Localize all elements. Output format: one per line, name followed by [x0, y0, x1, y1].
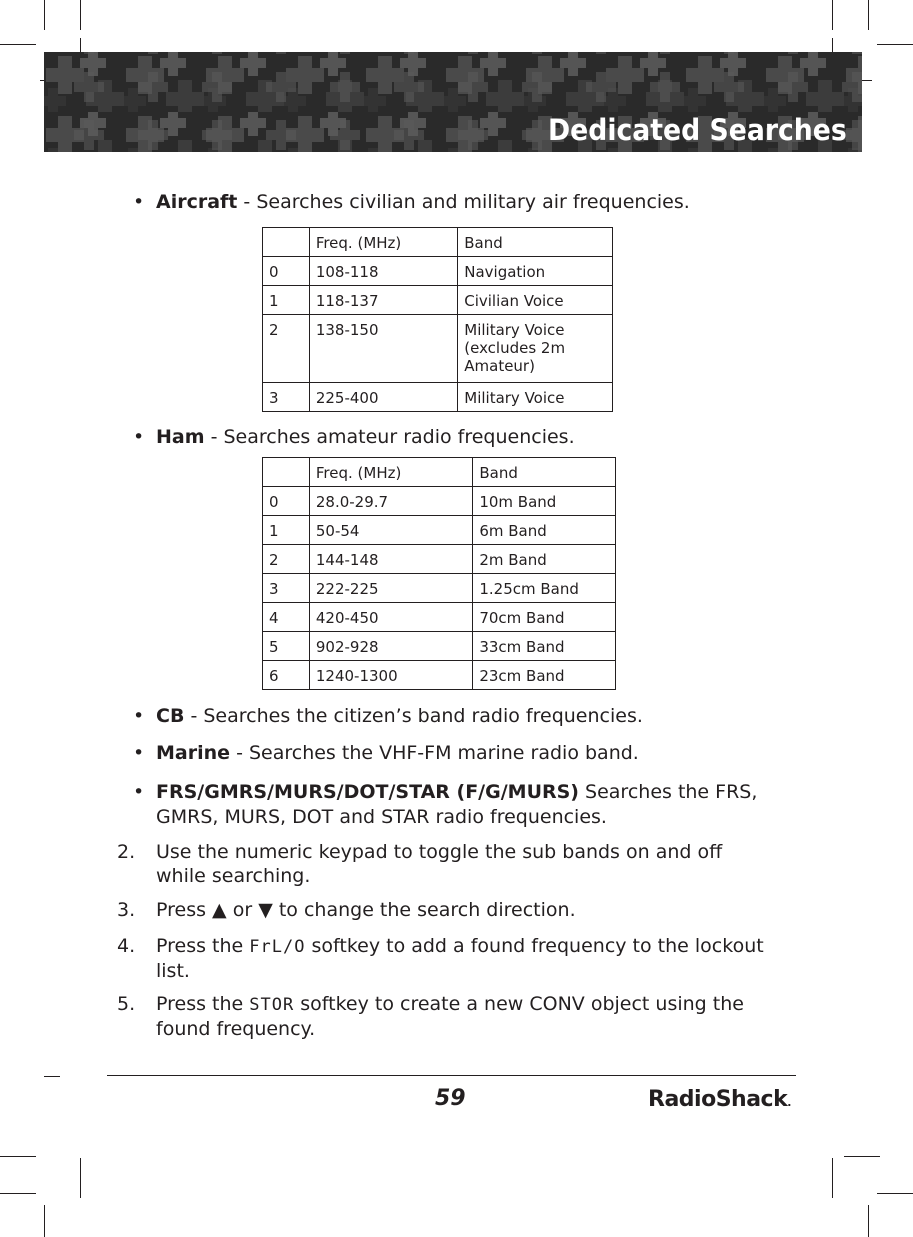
table-cell: 902-928	[309, 632, 472, 661]
table-cell	[263, 458, 310, 487]
bullet-icon: •	[133, 705, 145, 727]
table-header-row	[263, 228, 613, 257]
crop-mark	[877, 1193, 913, 1194]
table-cell: 23cm Band	[473, 661, 616, 690]
table-row	[263, 257, 613, 286]
brand-logo	[648, 1087, 791, 1112]
aircraft-band-table	[262, 227, 613, 412]
table-cell: 1240-1300	[309, 661, 472, 690]
crop-mark	[868, 0, 869, 30]
table-cell: Navigation	[458, 257, 613, 286]
table-row	[263, 516, 616, 545]
table-cell: 70cm Band	[473, 603, 616, 632]
crop-mark	[877, 44, 913, 45]
step-text: found frequency.	[156, 1018, 316, 1040]
table-cell: 50-54	[309, 516, 472, 545]
crop-mark	[44, 0, 45, 30]
table-row	[263, 661, 616, 690]
term: FRS/GMRS/MURS/DOT/STAR (F/G/MURS)	[156, 781, 579, 803]
bullet-icon: •	[133, 426, 145, 448]
table-cell: Freq. (MHz)	[309, 458, 472, 487]
table-cell: 33cm Band	[473, 632, 616, 661]
step-number: 2.	[117, 841, 136, 863]
crop-mark	[0, 1193, 36, 1194]
table-cell: 138-150	[309, 315, 457, 383]
term: Marine	[156, 742, 231, 764]
description: GMRS, MURS, DOT and STAR radio frequencies.	[156, 806, 607, 828]
table-cell: 5	[263, 632, 310, 661]
table-cell: Freq. (MHz)	[309, 228, 457, 257]
brand-suffix: .	[787, 1096, 791, 1109]
table-cell: Civilian Voice	[458, 286, 613, 315]
crop-mark	[44, 1205, 45, 1237]
table-cell: 3	[263, 383, 310, 412]
crop-mark	[868, 1205, 869, 1237]
footer-divider	[107, 1075, 796, 1076]
table-cell: 225-400	[309, 383, 457, 412]
table-cell: 3	[263, 574, 310, 603]
table-cell: 222-225	[309, 574, 472, 603]
crop-mark	[0, 1156, 36, 1157]
softkey-label: STOR	[249, 995, 295, 1015]
step-text: Press the	[156, 935, 250, 957]
bullet-icon: •	[133, 191, 145, 213]
table-row	[263, 383, 613, 412]
step-text: list.	[156, 960, 190, 982]
step-text: or	[226, 899, 259, 921]
table-cell: 2m Band	[473, 545, 616, 574]
step-text: softkey to create a new CONV object using the	[294, 993, 744, 1015]
term: Aircraft	[156, 191, 238, 213]
step-number: 5.	[117, 993, 136, 1015]
crop-mark	[832, 1158, 833, 1198]
table-cell: 1	[263, 516, 310, 545]
table-cell: 0	[263, 257, 310, 286]
table-header-row	[263, 458, 616, 487]
table-cell: 4	[263, 603, 310, 632]
softkey-label: FrL/O	[249, 937, 306, 957]
table-cell: 6	[263, 661, 310, 690]
table-cell: 108-118	[309, 257, 457, 286]
step-number: 4.	[117, 935, 136, 957]
ham-band-table	[262, 457, 616, 690]
table-cell: 6m Band	[473, 516, 616, 545]
table-cell: 1	[263, 286, 310, 315]
step-text: while searching.	[156, 865, 311, 887]
step-number: 3.	[117, 899, 136, 921]
description: - Searches the citizen’s band radio frequencies.	[184, 705, 643, 727]
table-row	[263, 632, 616, 661]
step-text: Use the numeric keypad to toggle the sub bands on and off	[156, 841, 723, 863]
crop-mark	[0, 44, 36, 45]
term: CB	[156, 705, 185, 727]
table-row	[263, 315, 613, 383]
table-row	[263, 574, 616, 603]
table-cell: 420-450	[309, 603, 472, 632]
table-cell: 28.0-29.7	[309, 487, 472, 516]
table-cell: 144-148	[309, 545, 472, 574]
crop-mark	[844, 1156, 880, 1157]
table-cell: Military Voice	[458, 383, 613, 412]
bullet-icon: •	[133, 742, 145, 764]
table-cell: 2	[263, 545, 310, 574]
table-cell: Military Voice (excludes 2m Amateur)	[458, 315, 613, 383]
table-row	[263, 286, 613, 315]
step-text: Press the	[156, 993, 250, 1015]
description: - Searches the VHF-FM marine radio band.	[230, 742, 639, 764]
crop-mark	[80, 0, 81, 30]
table-cell: 0	[263, 487, 310, 516]
table-row	[263, 603, 616, 632]
table-cell: Band	[458, 228, 613, 257]
crop-mark	[44, 1076, 60, 1077]
up-arrow-icon: ▲	[212, 899, 227, 921]
down-arrow-icon: ▼	[258, 899, 273, 921]
table-cell: 1.25cm Band	[473, 574, 616, 603]
crop-mark	[80, 1158, 81, 1198]
description: - Searches amateur radio frequencies.	[204, 426, 575, 448]
table-row	[263, 545, 616, 574]
step-text: softkey to add a found frequency to the lockout	[305, 935, 764, 957]
crop-mark	[832, 0, 833, 30]
term: Ham	[156, 426, 205, 448]
step-text: to change the search direction.	[272, 899, 576, 921]
page-number: 59	[435, 1086, 466, 1111]
page-title: Dedicated Searches	[548, 113, 847, 147]
bullet-icon: •	[133, 781, 145, 803]
brand-name: RadioShack	[648, 1087, 788, 1112]
table-cell: 2	[263, 315, 310, 383]
table-cell	[263, 228, 310, 257]
description: - Searches civilian and military air frequencies.	[237, 191, 690, 213]
table-cell: 10m Band	[473, 487, 616, 516]
description: Searches the FRS,	[579, 781, 758, 803]
step-text: Press	[156, 899, 213, 921]
table-row	[263, 487, 616, 516]
table-cell: Band	[473, 458, 616, 487]
table-cell: 118-137	[309, 286, 457, 315]
